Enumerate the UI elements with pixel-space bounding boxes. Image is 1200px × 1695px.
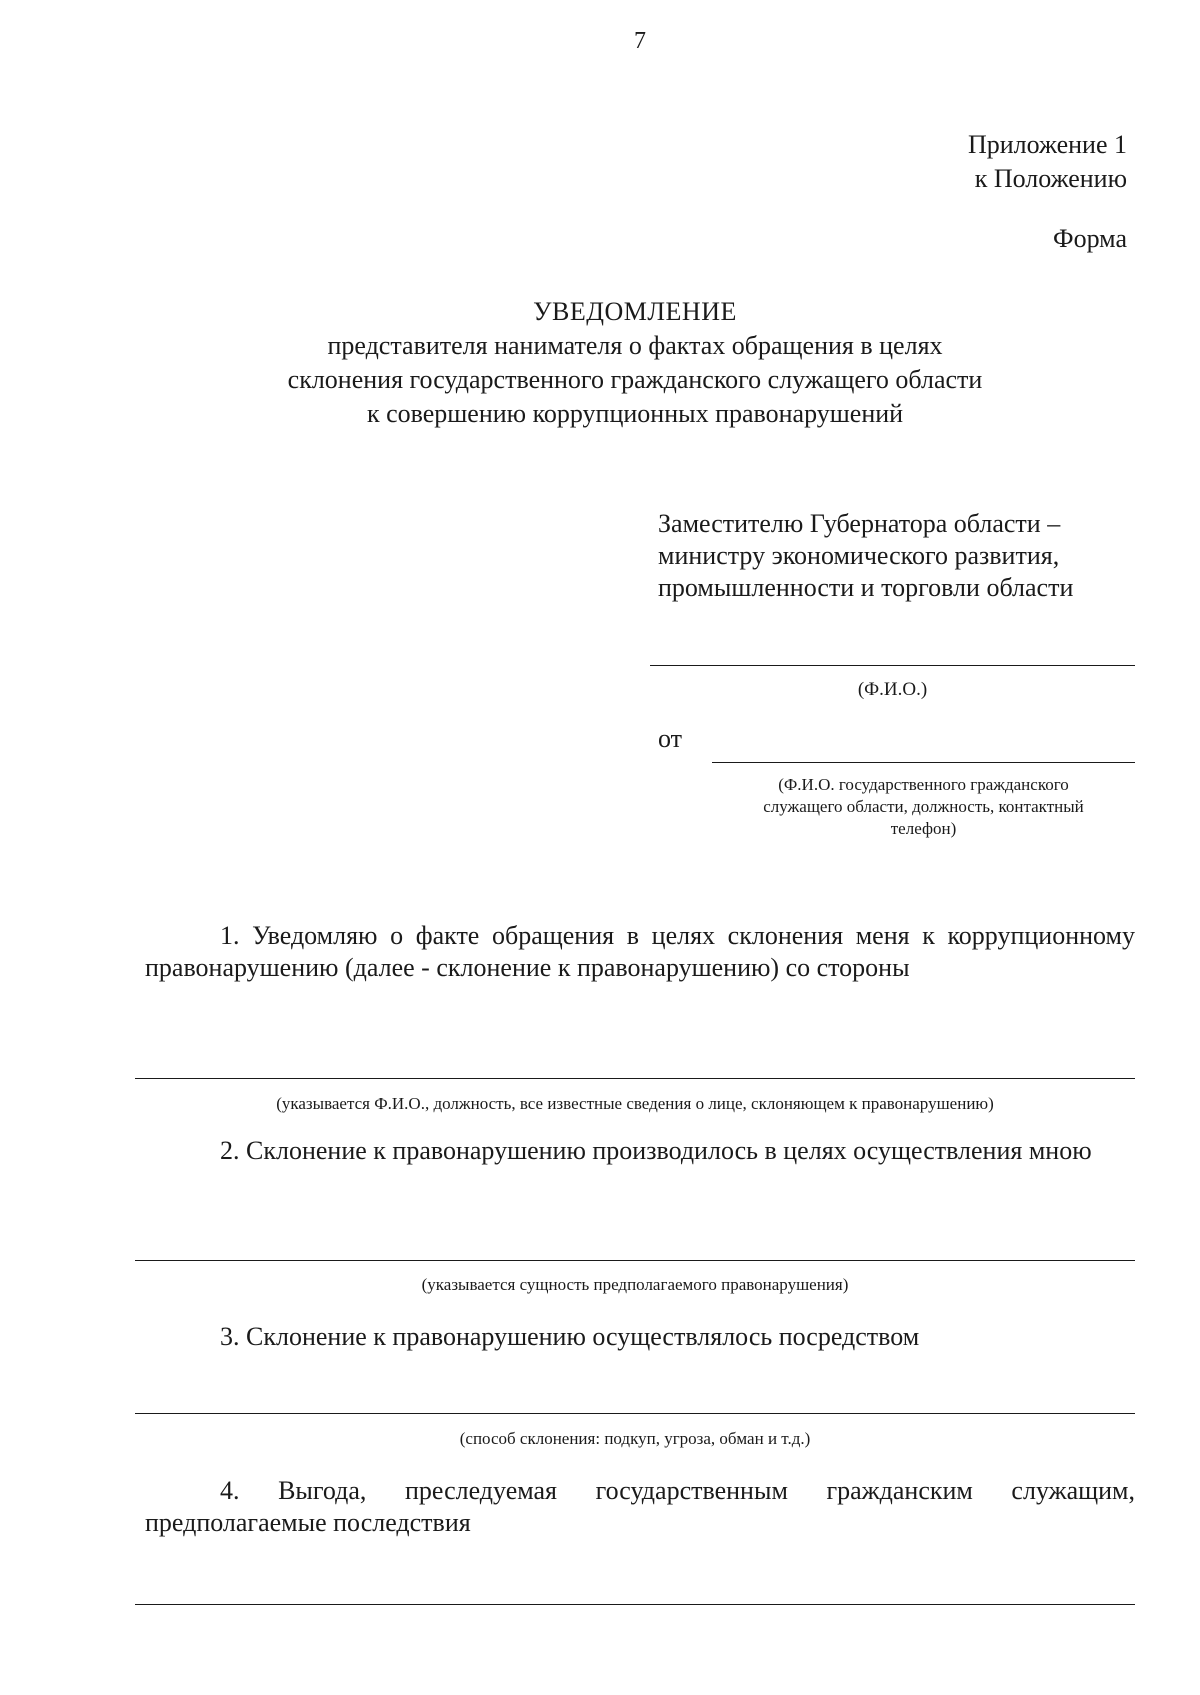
paragraph-2-line[interactable] — [135, 1260, 1135, 1261]
title-line-3: к совершению коррупционных правонарушений — [366, 399, 904, 428]
paragraph-4 — [145, 1475, 1135, 1539]
paragraph-2 — [145, 1135, 1135, 1167]
sender-caption-line-2: служащего области, должность, контактный — [763, 797, 1084, 816]
paragraph-3 — [145, 1321, 1135, 1353]
addressee-line-1: Заместителю Губернатора области – — [658, 509, 1061, 538]
sender-caption — [712, 774, 1135, 840]
title-heading: УВЕДОМЛЕНИЕ — [533, 297, 737, 326]
paragraph-3-caption: (способ склонения: подкуп, угроза, обман и т.д.) — [459, 1429, 811, 1448]
paragraph-3-text: 3. Склонение к правонарушению осуществлялось посредством — [220, 1322, 920, 1351]
paragraph-3-line[interactable] — [135, 1413, 1135, 1414]
paragraph-1-text: 1. Уведомляю о факте обращения в целях склонения меня к коррупционному правонарушению (далее - склонение к правонарушению) со стороны — [145, 921, 1135, 982]
document-title — [150, 295, 1120, 431]
paragraph-4-text: 4. Выгода, преследуемая государственным гражданским служащим, предполагаемые последствия — [145, 1476, 1135, 1537]
title-line-1: представителя нанимателя о фактах обращения в целях — [327, 331, 943, 360]
addressee-line-2: министру экономического развития, — [658, 541, 1060, 570]
addressee-fio-caption: (Ф.И.О.) — [857, 679, 928, 700]
title-line-2: склонения государственного гражданского служащего области — [287, 365, 983, 394]
paragraph-2-text: 2. Склонение к правонарушению производилось в целях осуществления мною — [220, 1136, 1092, 1165]
sender-line[interactable] — [712, 762, 1135, 763]
page-number: 7 — [634, 28, 646, 54]
form-label: Форма — [1053, 224, 1127, 253]
sender-caption-line-3: телефон) — [890, 819, 957, 838]
sender-caption-line-1: (Ф.И.О. государственного гражданского — [778, 775, 1069, 794]
paragraph-1 — [145, 920, 1135, 984]
paragraph-4-line[interactable] — [135, 1604, 1135, 1605]
appendix-line-1: Приложение 1 — [967, 130, 1127, 159]
appendix-line-2: к Положению — [974, 164, 1127, 193]
appendix-reference — [968, 128, 1127, 196]
addressee-fio-line[interactable] — [650, 665, 1135, 666]
from-label: от — [658, 724, 683, 753]
paragraph-1-line[interactable] — [135, 1078, 1135, 1079]
addressee-block — [658, 508, 1073, 604]
addressee-line-3: промышленности и торговли области — [658, 573, 1074, 602]
paragraph-2-caption: (указывается сущность предполагаемого правонарушения) — [421, 1275, 849, 1294]
paragraph-1-caption: (указывается Ф.И.О., должность, все известные сведения о лице, склоняющем к правонарушению) — [276, 1094, 994, 1113]
